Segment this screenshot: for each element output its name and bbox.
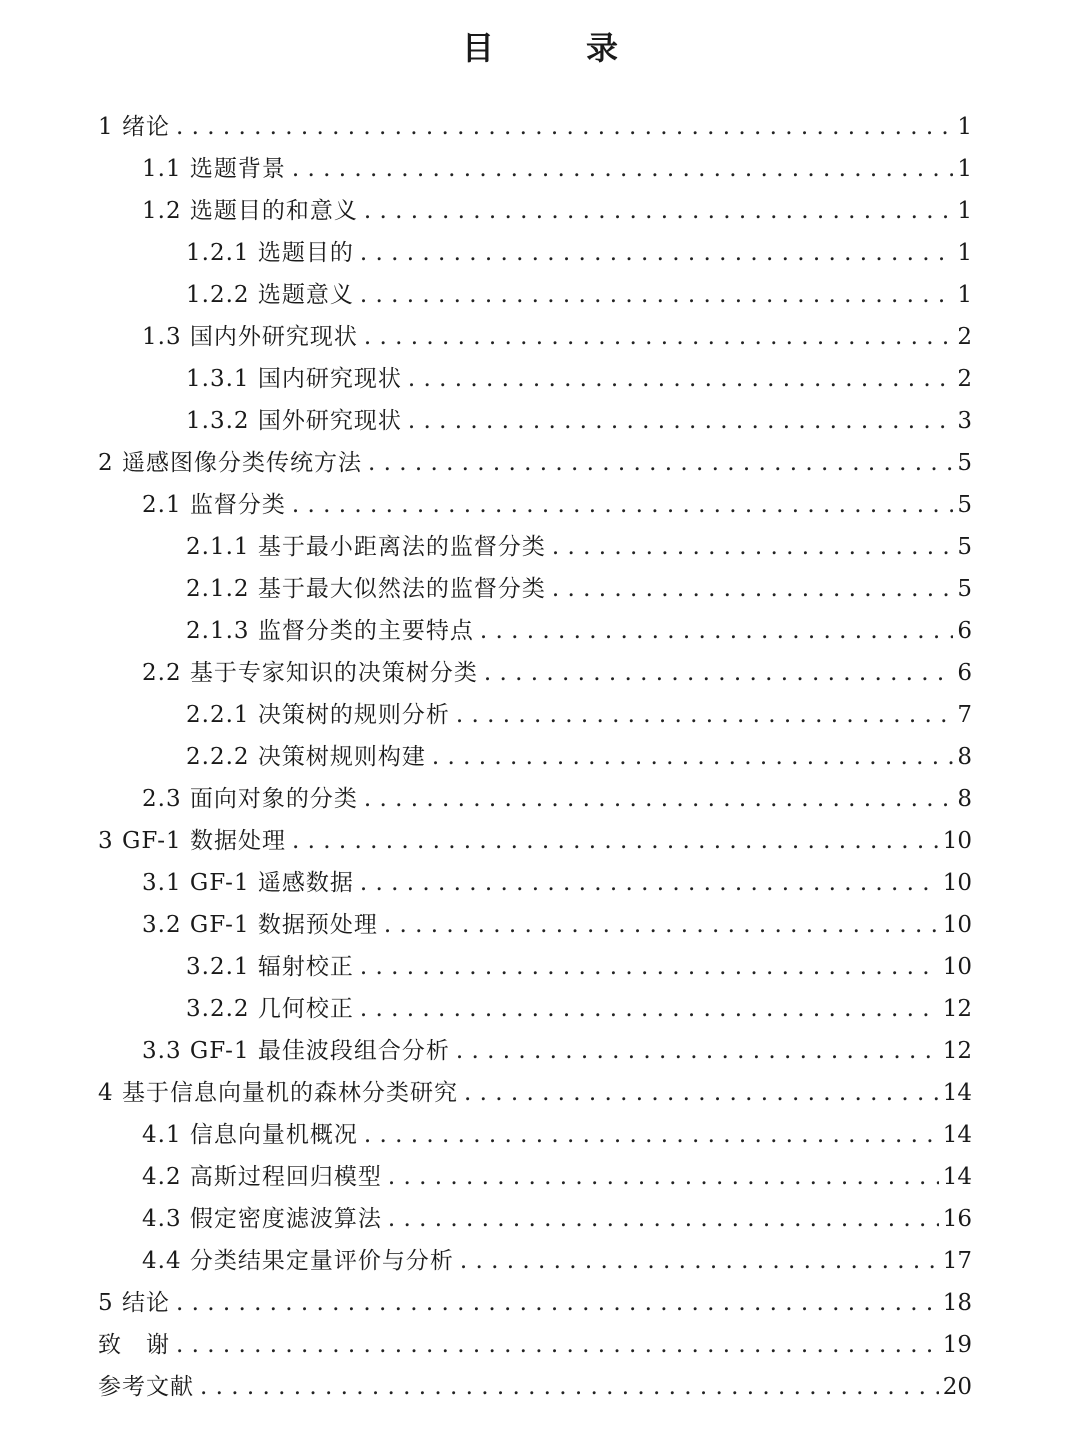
toc-dot-leader [360,274,954,316]
toc-entry[interactable] [98,610,972,652]
toc-dot-leader [552,526,954,568]
toc-entry[interactable] [98,106,972,148]
toc-entry-page-number: 10 [942,870,972,896]
toc-entry-page-number: 3 [957,408,972,434]
toc-entry-label: 2.1.2 基于最大似然法的监督分类 [186,576,546,602]
toc-entry[interactable] [98,1240,972,1282]
toc-entry-label: 2.3 面向对象的分类 [142,786,358,812]
toc-entry-page-number: 18 [942,1290,972,1316]
toc-entry-label: 1.2.1 选题目的 [186,240,354,266]
toc-entry-label: 1.3.2 国外研究现状 [186,408,402,434]
toc-entry[interactable] [98,778,972,820]
toc-entry-label: 3 GF-1 数据处理 [98,828,286,854]
toc-dot-leader [360,862,939,904]
toc-entry-label: 4.3 假定密度滤波算法 [142,1206,382,1232]
toc-dot-leader [364,1114,939,1156]
toc-entry-page-number: 12 [942,1038,972,1064]
toc-entry[interactable] [98,568,972,610]
toc-entry-page-number: 1 [957,240,972,266]
toc-entry-label: 4 基于信息向量机的森林分类研究 [98,1080,458,1106]
toc-entry[interactable] [98,274,972,316]
toc-dot-leader [384,904,939,946]
toc-entry[interactable] [98,1282,972,1324]
toc-entry[interactable] [98,484,972,526]
toc-dot-leader [408,358,954,400]
toc-entry-label: 参考文献 [98,1374,194,1400]
toc-entry-label: 3.2.2 几何校正 [186,996,354,1022]
toc-entry[interactable] [98,1072,972,1114]
toc-entry-label: 1.2 选题目的和意义 [142,198,358,224]
toc-entry-page-number: 17 [942,1248,972,1274]
toc-entry[interactable] [98,526,972,568]
toc-entry-page-number: 14 [942,1122,972,1148]
toc-entry-page-number: 20 [942,1374,972,1400]
toc-entry-label: 致 谢 [98,1332,170,1358]
toc-entry-label: 2.2 基于专家知识的决策树分类 [142,660,478,686]
toc-entry[interactable] [98,1156,972,1198]
toc-dot-leader [456,1030,939,1072]
toc-entry[interactable] [98,1366,972,1408]
toc-entry-page-number: 8 [957,744,972,770]
toc-entry-page-number: 1 [957,156,972,182]
toc-dot-leader [480,610,954,652]
toc-dot-leader [484,652,953,694]
toc-dot-leader [176,1282,939,1324]
toc-entry-label: 1 绪论 [98,114,170,140]
toc-entry-page-number: 5 [957,534,972,560]
toc-entry[interactable] [98,232,972,274]
toc-dot-leader [292,148,953,190]
toc-entry[interactable] [98,652,972,694]
toc-entry-page-number: 2 [957,366,972,392]
toc-entry-page-number: 12 [942,996,972,1022]
toc-entry-page-number: 14 [942,1164,972,1190]
toc-entry-page-number: 5 [957,450,972,476]
toc-entry-page-number: 8 [957,786,972,812]
toc-entry-page-number: 6 [957,618,972,644]
toc-entry-page-number: 6 [957,660,972,686]
toc-entry-page-number: 1 [957,282,972,308]
toc-dot-leader [456,694,954,736]
toc-entry[interactable] [98,190,972,232]
toc-dot-leader [464,1072,939,1114]
table-of-contents [98,106,972,1408]
toc-entry-page-number: 10 [942,828,972,854]
toc-entry-label: 2 遥感图像分类传统方法 [98,450,362,476]
toc-entry-label: 4.1 信息向量机概况 [142,1122,358,1148]
toc-entry-label: 5 结论 [98,1290,170,1316]
toc-dot-leader [368,442,953,484]
toc-entry-label: 4.4 分类结果定量评价与分析 [142,1248,454,1274]
toc-dot-leader [364,778,953,820]
page-title: 目 录 [461,29,648,67]
toc-entry[interactable] [98,358,972,400]
toc-entry-label: 1.2.2 选题意义 [186,282,354,308]
toc-entry[interactable] [98,1114,972,1156]
toc-entry-label: 2.2.2 决策树规则构建 [186,744,426,770]
toc-entry-page-number: 5 [957,492,972,518]
toc-dot-leader [292,484,953,526]
toc-entry-page-number: 1 [957,114,972,140]
toc-entry-page-number: 10 [942,954,972,980]
toc-entry-page-number: 7 [957,702,972,728]
toc-dot-leader [364,190,953,232]
toc-dot-leader [360,946,939,988]
toc-dot-leader [360,988,939,1030]
toc-entry[interactable] [98,442,972,484]
toc-entry-label: 2.1 监督分类 [142,492,286,518]
toc-entry-page-number: 19 [942,1332,972,1358]
toc-dot-leader [460,1240,939,1282]
toc-dot-leader [408,400,954,442]
toc-entry-page-number: 16 [942,1206,972,1232]
toc-dot-leader [200,1366,939,1408]
toc-entry-label: 2.2.1 决策树的规则分析 [186,702,450,728]
toc-dot-leader [388,1156,939,1198]
toc-entry[interactable] [98,862,972,904]
toc-entry[interactable] [98,736,972,778]
toc-dot-leader [292,820,939,862]
toc-entry-label: 1.3.1 国内研究现状 [186,366,402,392]
toc-dot-leader [432,736,954,778]
toc-dot-leader [360,232,954,274]
toc-dot-leader [176,1324,939,1366]
toc-entry-page-number: 10 [942,912,972,938]
toc-entry-label: 3.2 GF-1 数据预处理 [142,912,378,938]
toc-entry-page-number: 14 [942,1080,972,1106]
toc-dot-leader [364,316,953,358]
toc-dot-leader [176,106,953,148]
toc-entry[interactable] [98,316,972,358]
toc-entry-label: 2.1.1 基于最小距离法的监督分类 [186,534,546,560]
toc-entry[interactable] [98,148,972,190]
toc-entry-label: 2.1.3 监督分类的主要特点 [186,618,474,644]
toc-entry-label: 1.1 选题背景 [142,156,286,182]
toc-entry-label: 1.3 国内外研究现状 [142,324,358,350]
toc-dot-leader [388,1198,939,1240]
toc-entry-page-number: 1 [957,198,972,224]
toc-entry[interactable] [98,988,972,1030]
toc-entry[interactable] [98,946,972,988]
toc-entry[interactable] [98,694,972,736]
toc-entry[interactable] [98,400,972,442]
toc-entry-page-number: 2 [957,324,972,350]
toc-entry[interactable] [98,1324,972,1366]
toc-entry[interactable] [98,904,972,946]
toc-entry[interactable] [98,1198,972,1240]
toc-entry[interactable] [98,820,972,862]
toc-entry-page-number: 5 [957,576,972,602]
toc-entry[interactable] [98,1030,972,1072]
toc-entry-label: 4.2 高斯过程回归模型 [142,1164,382,1190]
toc-dot-leader [552,568,954,610]
toc-entry-label: 3.1 GF-1 遥感数据 [142,870,354,896]
toc-entry-label: 3.3 GF-1 最佳波段组合分析 [142,1038,450,1064]
toc-entry-label: 3.2.1 辐射校正 [186,954,354,980]
